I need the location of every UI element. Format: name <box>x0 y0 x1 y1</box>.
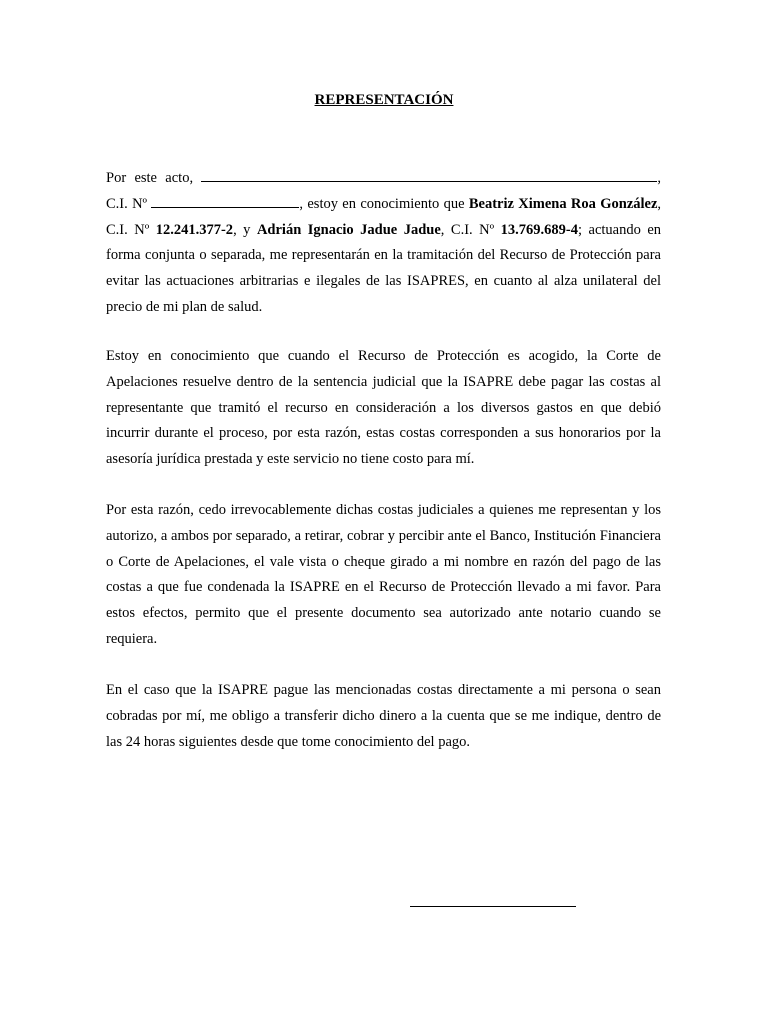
representative-1-name: Beatriz Ximena Roa González <box>468 195 658 212</box>
representative-2-name: Adrián Ignacio Jadue Jadue <box>256 221 441 238</box>
paragraph-assignment: Por esta razón, cedo irrevocablemente dichas costas judiciales a quienes me representan y los autorizo, a ambos por separado, a retirar, cobrar y percibir ante el Banco, Institución Financiera o Corte de Apelaciones, el vale vista o cheque girado a mi nombre en razón del pago de las costas a que fue condenada la ISAPRE en el Recurso de Protección llevado a mi favor. Para estos efectos, permito que el presente documento sea autorizado ante notario cuando se requiera. <box>106 502 661 647</box>
paragraph-costs: Estoy en conocimiento que cuando el Recurso de Protección es acogido, la Corte de Apelaciones resuelve dentro de la sentencia judicial que la ISAPRE debe pagar las costas al representante que tramitó el recurso en consideración a los diversos gastos en que debió incurrir durante el proceso, por esta razón, estas costas corresponden a sus honorarios por la asesoría jurídica prestada y este servicio no tiene costo para mí. <box>106 348 661 468</box>
intro-text: Por este acto, <box>106 170 194 186</box>
paragraph-obligation: En el caso que la ISAPRE pague las mencionadas costas directamente a mi persona o sean cobradas por mí, me obligo a transferir dicho dinero a la cuenta que se me indique, dentro de las 24 horas siguientes desde que tome conocimiento del pago. <box>106 682 661 750</box>
ci-blank-line <box>151 195 299 208</box>
document-title: REPRESENTACIÓN <box>314 92 454 108</box>
representative-2-ci: 13.769.689-4 <box>500 221 578 238</box>
signature-line <box>410 906 576 907</box>
name-blank-line <box>201 169 657 182</box>
ci-label: C.I. Nº <box>106 195 148 212</box>
paragraph-representation: Por este acto, , C.I. Nº , estoy en conocimiento que Beatriz Ximena Roa González, C.I. Nº 12.241.377-2, y Adrián Ignacio Jadue Jadue, C.I. Nº 13.769.689-4; actuando en forma conjunta o separada, me representarán en la tramitación del Recurso de Protección para evitar las actuaciones arbitrarias e ilegales de las ISAPRES, en cuanto al alza unilateral del precio de mi plan de salud. <box>106 170 662 315</box>
representative-1-ci: 12.241.377-2 <box>155 221 234 238</box>
